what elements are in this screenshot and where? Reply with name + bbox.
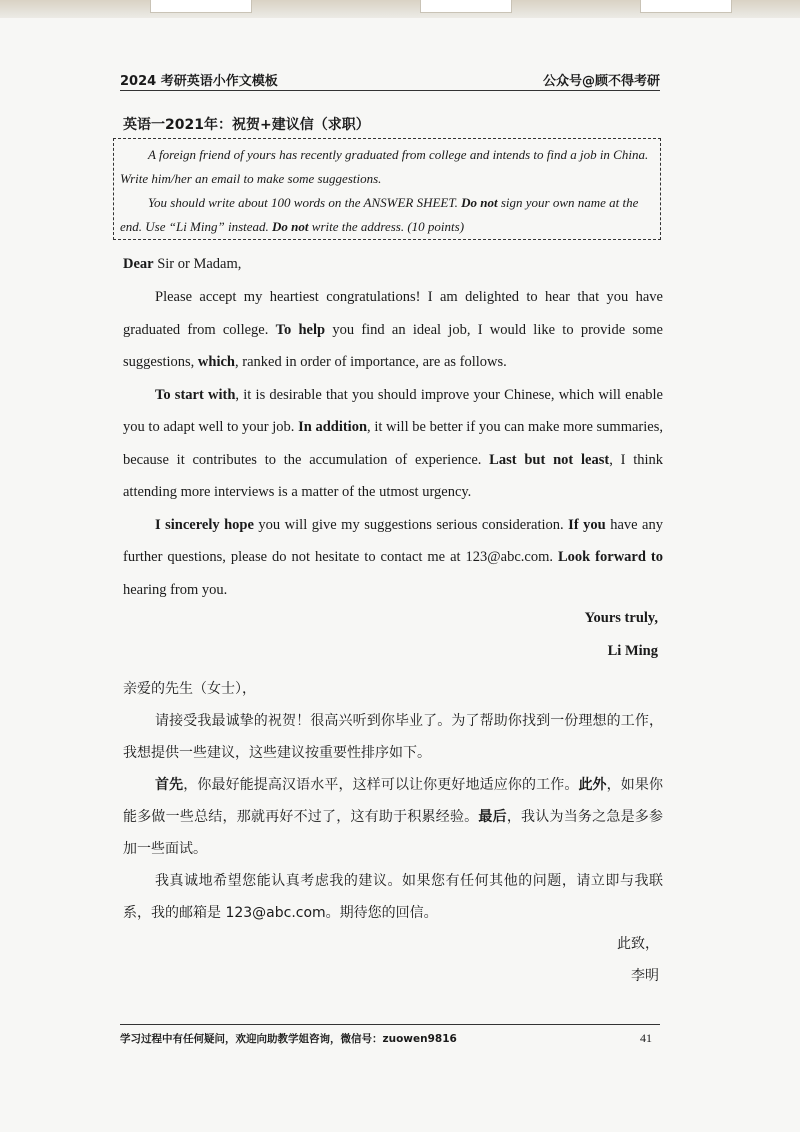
page-header <box>120 68 660 91</box>
section-title: 英语一2021年：祝贺+建议信（求职） <box>123 117 370 133</box>
english-signature: Li Ming <box>607 643 658 659</box>
header-account: 公众号@顾不得考研 <box>542 74 660 89</box>
chinese-paragraph-2: 首先，你最好能提高汉语水平，这样可以让你更好地适应你的工作。此外，如果你能多做一些总结，那就再好不过了，这有助于积累经验。最后，我认为当务之急是多参加一些面试。 <box>123 777 664 857</box>
chinese-salutation: 亲爱的先生（女士）， <box>123 681 256 697</box>
chinese-signature: 李明 <box>631 968 659 984</box>
chinese-letter-body <box>123 673 663 929</box>
page-top-edge <box>0 0 800 18</box>
english-letter-body <box>123 281 663 606</box>
footer-note: 学习过程中有任何疑问，欢迎向助教学姐咨询，微信号：zuowen9816 <box>120 1033 457 1045</box>
english-closing: Yours truly, <box>584 610 658 626</box>
english-paragraph-2: To start with, it is desirable that you should improve your Chinese, which will enable you to adapt well to your job. In addition, it will be better if you can make more summaries, because it contributes to the accumulation of experience. Last but not least, I think attending more interviews is a matter of the utmost urgency. <box>123 386 663 500</box>
header-title: 2024 考研英语小作文模板 <box>120 74 278 89</box>
prompt-paragraph-2: You should write about 100 words on the ANSWER SHEET. Do not sign your own name at the end. Use “Li Ming” instead. Do not write the address. (10 points) <box>120 195 639 234</box>
prompt-paragraph-1: A foreign friend of yours has recently graduated from college and intends to find a job in China. Write him/her an email to make some suggestions. <box>120 147 649 186</box>
page-number: 41 <box>640 1031 652 1045</box>
writing-prompt-box <box>113 138 661 240</box>
english-paragraph-3: I sincerely hope you will give my suggestions serious consideration. If you have any further questions, please do not hesitate to contact me at 123@abc.com. Look forward to hearing from you. <box>123 516 663 598</box>
chinese-paragraph-1: 请接受我最诚挚的祝贺！很高兴听到你毕业了。为了帮助你找到一份理想的工作，我想提供一些建议，这些建议按重要性排序如下。 <box>123 713 663 761</box>
page-footer <box>120 1024 660 1049</box>
chinese-closing: 此致， <box>617 936 659 952</box>
chinese-paragraph-3: 我真诚地希望您能认真考虑我的建议。如果您有任何其他的问题，请立即与我联系，我的邮箱是 123@abc.com。期待您的回信。 <box>123 873 663 921</box>
english-paragraph-1: Please accept my heartiest congratulations! I am delighted to hear that you have graduated from college. To help you find an ideal job, I would like to provide some suggestions, which, ranked in order of importance, are as follows. <box>123 289 663 370</box>
english-salutation: Dear Sir or Madam, <box>123 256 242 272</box>
